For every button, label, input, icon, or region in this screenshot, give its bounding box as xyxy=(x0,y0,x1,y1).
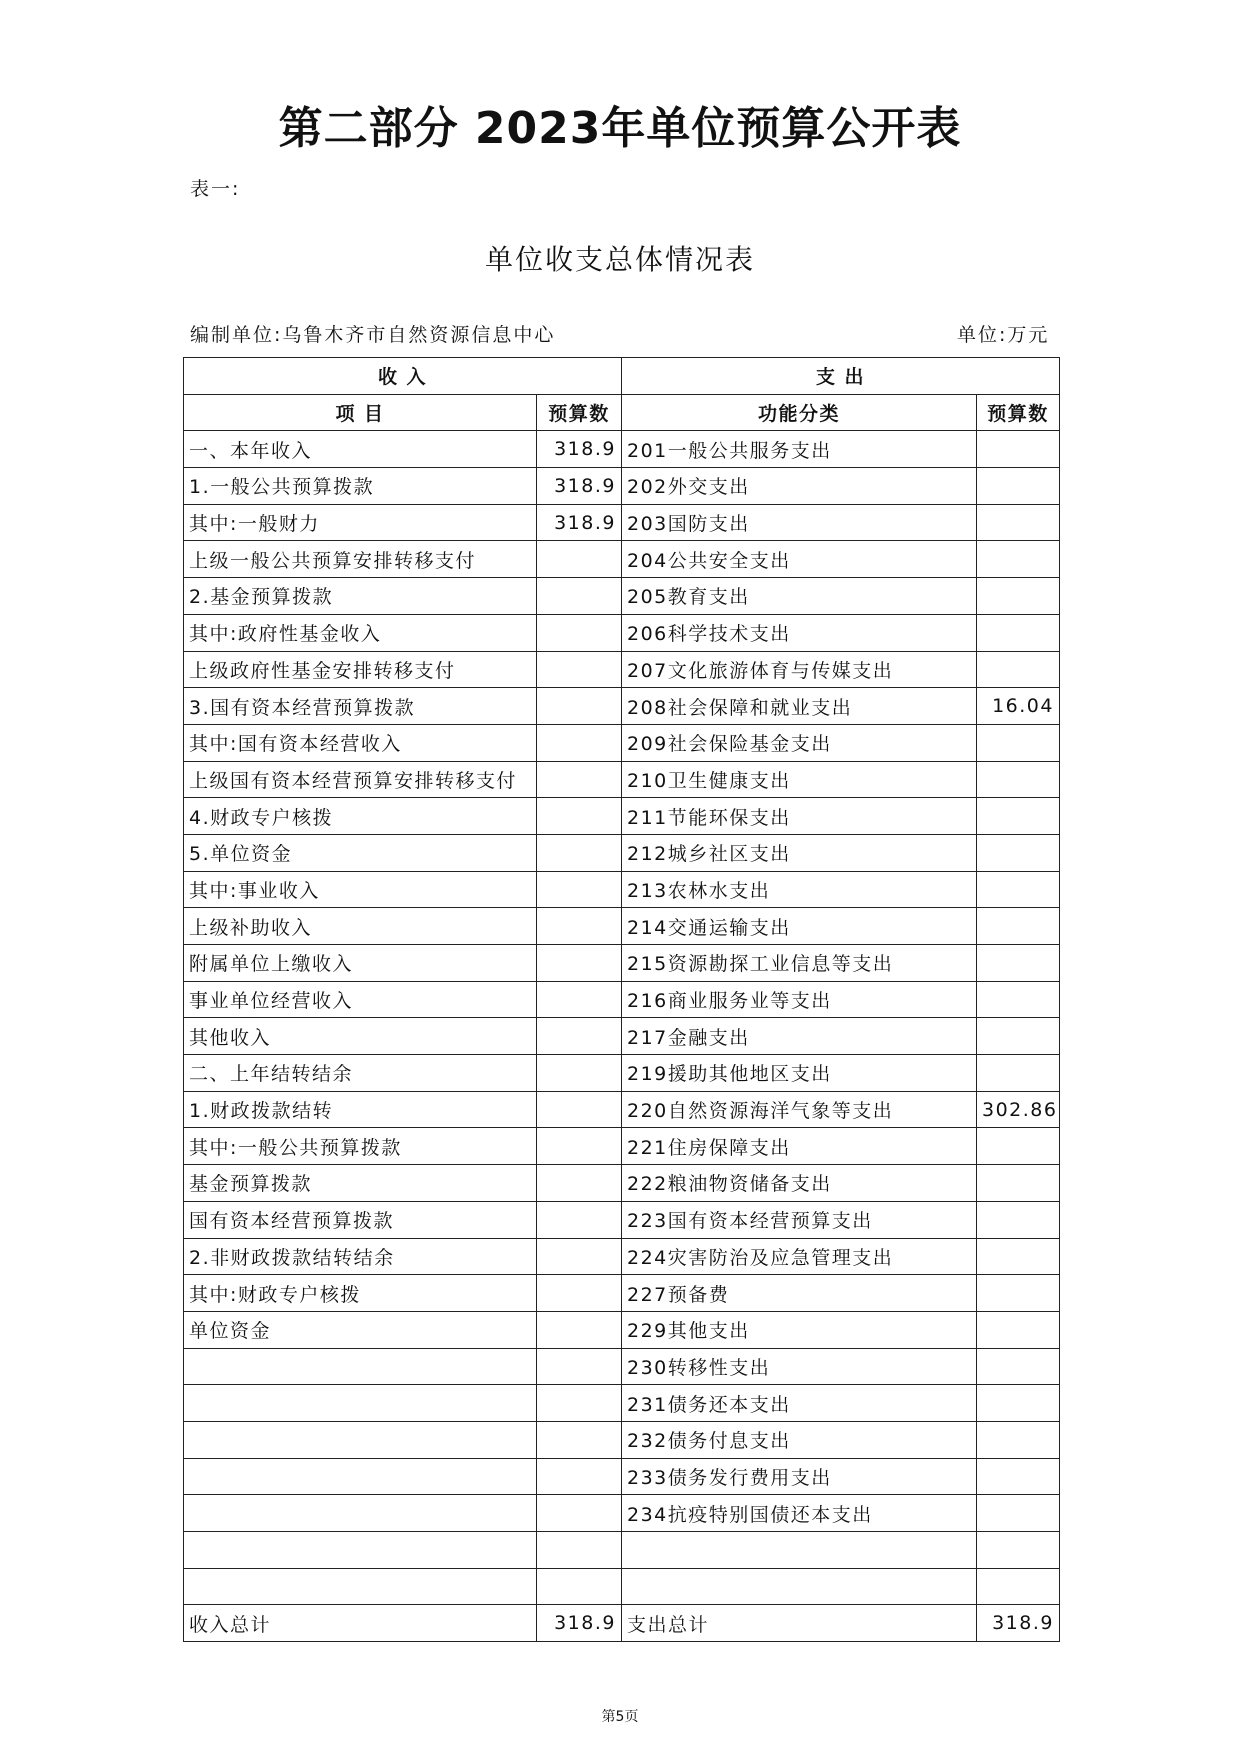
income-value-cell: 318.9 xyxy=(537,431,622,468)
income-item-cell: 其中:政府性基金收入 xyxy=(184,614,537,651)
income-item-cell: 上级一般公共预算安排转移支付 xyxy=(184,541,537,578)
table-row xyxy=(184,1495,1060,1532)
income-value-cell xyxy=(537,871,622,908)
expense-item-cell: 209社会保险基金支出 xyxy=(622,724,977,761)
table-row xyxy=(184,1201,1060,1238)
expense-item-cell: 208社会保障和就业支出 xyxy=(622,688,977,725)
expense-budget-column-header: 预算数 xyxy=(977,394,1060,431)
table-row xyxy=(184,945,1060,982)
expense-item-cell: 220自然资源海洋气象等支出 xyxy=(622,1091,977,1128)
table-row xyxy=(184,908,1060,945)
income-value-cell xyxy=(537,1348,622,1385)
income-value-cell xyxy=(537,1568,622,1605)
expense-item-cell: 215资源勘探工业信息等支出 xyxy=(622,945,977,982)
expense-total-label: 支出总计 xyxy=(622,1605,977,1642)
expense-value-cell xyxy=(977,761,1060,798)
expense-value-cell: 302.86 xyxy=(977,1091,1060,1128)
income-item-cell: 附属单位上缴收入 xyxy=(184,945,537,982)
income-value-cell: 318.9 xyxy=(537,468,622,505)
expense-value-cell xyxy=(977,1055,1060,1092)
expense-item-cell: 210卫生健康支出 xyxy=(622,761,977,798)
expense-value-cell xyxy=(977,1238,1060,1275)
income-item-cell: 其他收入 xyxy=(184,1018,537,1055)
income-value-cell xyxy=(537,1018,622,1055)
table-row xyxy=(184,1275,1060,1312)
table-row xyxy=(184,541,1060,578)
table-row xyxy=(184,1532,1060,1569)
income-item-cell: 4.财政专户核拨 xyxy=(184,798,537,835)
income-value-cell xyxy=(537,1385,622,1422)
expense-item-cell: 212城乡社区支出 xyxy=(622,834,977,871)
income-value-cell xyxy=(537,945,622,982)
expense-item-cell xyxy=(622,1532,977,1569)
expense-item-cell: 201一般公共服务支出 xyxy=(622,431,977,468)
income-item-cell: 其中:财政专户核拨 xyxy=(184,1275,537,1312)
income-value-cell xyxy=(537,1495,622,1532)
expense-value-cell xyxy=(977,431,1060,468)
table-row xyxy=(184,468,1060,505)
table-row xyxy=(184,1421,1060,1458)
expense-item-cell: 202外交支出 xyxy=(622,468,977,505)
income-value-cell xyxy=(537,1458,622,1495)
expense-item-cell: 213农林水支出 xyxy=(622,871,977,908)
table-row xyxy=(184,1091,1060,1128)
income-value-cell xyxy=(537,1275,622,1312)
income-item-cell: 基金预算拨款 xyxy=(184,1165,537,1202)
table-row xyxy=(184,1238,1060,1275)
page-number: 第5页 xyxy=(601,1709,639,1725)
income-item-cell xyxy=(184,1385,537,1422)
income-budget-column-header: 预算数 xyxy=(537,394,622,431)
expense-value-cell xyxy=(977,541,1060,578)
table-title: 单位收支总体情况表 xyxy=(484,243,755,276)
table-row xyxy=(184,504,1060,541)
income-value-cell xyxy=(537,1238,622,1275)
expense-value-cell xyxy=(977,871,1060,908)
table-row xyxy=(184,431,1060,468)
section-header-row xyxy=(184,358,1060,395)
expense-item-cell: 227预备费 xyxy=(622,1275,977,1312)
expense-value-cell xyxy=(977,1165,1060,1202)
income-value-cell xyxy=(537,1532,622,1569)
expense-value-cell xyxy=(977,1532,1060,1569)
function-column-header: 功能分类 xyxy=(622,394,977,431)
income-item-cell: 上级政府性基金安排转移支付 xyxy=(184,651,537,688)
table-row xyxy=(184,1055,1060,1092)
expense-value-cell xyxy=(977,504,1060,541)
expense-item-cell: 211节能环保支出 xyxy=(622,798,977,835)
table-row xyxy=(184,1568,1060,1605)
expense-item-cell: 207文化旅游体育与传媒支出 xyxy=(622,651,977,688)
income-item-cell: 其中:国有资本经营收入 xyxy=(184,724,537,761)
income-value-cell xyxy=(537,761,622,798)
income-value-cell xyxy=(537,1055,622,1092)
column-header-row xyxy=(184,394,1060,431)
expense-item-cell xyxy=(622,1568,977,1605)
income-item-cell: 上级补助收入 xyxy=(184,908,537,945)
expense-value-cell xyxy=(977,1385,1060,1422)
table-row xyxy=(184,1385,1060,1422)
income-value-cell xyxy=(537,1091,622,1128)
expense-value-cell xyxy=(977,1458,1060,1495)
expense-item-cell: 219援助其他地区支出 xyxy=(622,1055,977,1092)
income-section-header: 收 入 xyxy=(184,358,622,395)
expense-section-header: 支 出 xyxy=(622,358,1060,395)
expense-value-cell xyxy=(977,1128,1060,1165)
expense-value-cell xyxy=(977,1201,1060,1238)
income-item-cell: 2.非财政拨款结转结余 xyxy=(184,1238,537,1275)
income-value-cell xyxy=(537,651,622,688)
income-item-cell xyxy=(184,1348,537,1385)
table-row xyxy=(184,688,1060,725)
expense-item-cell: 232债务付息支出 xyxy=(622,1421,977,1458)
income-value-cell xyxy=(537,798,622,835)
income-value-cell xyxy=(537,1421,622,1458)
expense-value-cell xyxy=(977,1018,1060,1055)
currency-unit: 单位:万元 xyxy=(957,324,1050,346)
income-value-cell xyxy=(537,1128,622,1165)
income-item-cell: 1.一般公共预算拨款 xyxy=(184,468,537,505)
expense-item-cell: 224灾害防治及应急管理支出 xyxy=(622,1238,977,1275)
table-label: 表一: xyxy=(190,178,241,200)
income-item-cell xyxy=(184,1421,537,1458)
income-value-cell xyxy=(537,688,622,725)
expense-value-cell xyxy=(977,1311,1060,1348)
income-item-cell: 二、上年结转结余 xyxy=(184,1055,537,1092)
expense-item-cell: 229其他支出 xyxy=(622,1311,977,1348)
expense-item-cell: 230转移性支出 xyxy=(622,1348,977,1385)
total-row xyxy=(184,1605,1060,1642)
table-row xyxy=(184,578,1060,615)
income-item-cell: 其中:一般财力 xyxy=(184,504,537,541)
income-item-cell: 一、本年收入 xyxy=(184,431,537,468)
expense-value-cell xyxy=(977,614,1060,651)
income-value-cell xyxy=(537,908,622,945)
expense-item-cell: 204公共安全支出 xyxy=(622,541,977,578)
income-item-cell xyxy=(184,1458,537,1495)
expense-item-cell: 203国防支出 xyxy=(622,504,977,541)
table-row xyxy=(184,798,1060,835)
expense-value-cell xyxy=(977,724,1060,761)
income-item-cell: 国有资本经营预算拨款 xyxy=(184,1201,537,1238)
expense-item-cell: 233债务发行费用支出 xyxy=(622,1458,977,1495)
expense-value-cell xyxy=(977,908,1060,945)
income-item-cell: 3.国有资本经营预算拨款 xyxy=(184,688,537,725)
income-item-cell: 其中:一般公共预算拨款 xyxy=(184,1128,537,1165)
table-row xyxy=(184,1018,1060,1055)
income-item-cell: 2.基金预算拨款 xyxy=(184,578,537,615)
expense-value-cell: 16.04 xyxy=(977,688,1060,725)
expense-value-cell xyxy=(977,1348,1060,1385)
expense-item-cell: 216商业服务业等支出 xyxy=(622,981,977,1018)
table-row xyxy=(184,871,1060,908)
income-value-cell xyxy=(537,614,622,651)
expense-value-cell xyxy=(977,651,1060,688)
income-value-cell xyxy=(537,981,622,1018)
expense-value-cell xyxy=(977,945,1060,982)
expense-value-cell xyxy=(977,1568,1060,1605)
expense-item-cell: 214交通运输支出 xyxy=(622,908,977,945)
expense-value-cell xyxy=(977,1495,1060,1532)
table-row xyxy=(184,1311,1060,1348)
expense-value-cell xyxy=(977,798,1060,835)
expense-item-cell: 206科学技术支出 xyxy=(622,614,977,651)
expense-value-cell xyxy=(977,1275,1060,1312)
compiling-unit: 编制单位:乌鲁木齐市自然资源信息中心 xyxy=(190,324,556,346)
income-item-cell: 5.单位资金 xyxy=(184,834,537,871)
expense-value-cell xyxy=(977,981,1060,1018)
table-row xyxy=(184,1165,1060,1202)
income-value-cell xyxy=(537,1311,622,1348)
income-item-cell xyxy=(184,1495,537,1532)
table-row xyxy=(184,834,1060,871)
expense-item-cell: 223国有资本经营预算支出 xyxy=(622,1201,977,1238)
income-item-cell: 单位资金 xyxy=(184,1311,537,1348)
income-item-cell xyxy=(184,1532,537,1569)
expense-item-cell: 234抗疫特别国债还本支出 xyxy=(622,1495,977,1532)
income-item-cell xyxy=(184,1568,537,1605)
table-row xyxy=(184,1128,1060,1165)
item-column-header: 项 目 xyxy=(184,394,537,431)
expense-item-cell: 217金融支出 xyxy=(622,1018,977,1055)
expense-value-cell xyxy=(977,1421,1060,1458)
expense-value-cell xyxy=(977,578,1060,615)
expense-item-cell: 205教育支出 xyxy=(622,578,977,615)
income-item-cell: 其中:事业收入 xyxy=(184,871,537,908)
expense-value-cell xyxy=(977,834,1060,871)
income-value-cell xyxy=(537,1165,622,1202)
table-row xyxy=(184,651,1060,688)
income-value-cell xyxy=(537,541,622,578)
table-row xyxy=(184,1348,1060,1385)
table-row xyxy=(184,981,1060,1018)
income-value-cell xyxy=(537,578,622,615)
table-row xyxy=(184,724,1060,761)
income-total-value: 318.9 xyxy=(537,1605,622,1642)
income-value-cell xyxy=(537,834,622,871)
income-item-cell: 1.财政拨款结转 xyxy=(184,1091,537,1128)
expense-item-cell: 222粮油物资储备支出 xyxy=(622,1165,977,1202)
table-row xyxy=(184,761,1060,798)
income-total-label: 收入总计 xyxy=(184,1605,537,1642)
income-value-cell: 318.9 xyxy=(537,504,622,541)
table-row xyxy=(184,614,1060,651)
income-value-cell xyxy=(537,1201,622,1238)
budget-table xyxy=(183,357,1060,1642)
expense-item-cell: 231债务还本支出 xyxy=(622,1385,977,1422)
expense-total-value: 318.9 xyxy=(977,1605,1060,1642)
income-value-cell xyxy=(537,724,622,761)
income-item-cell: 上级国有资本经营预算安排转移支付 xyxy=(184,761,537,798)
page-title: 第二部分 2023年单位预算公开表 xyxy=(278,103,962,154)
expense-item-cell: 221住房保障支出 xyxy=(622,1128,977,1165)
income-item-cell: 事业单位经营收入 xyxy=(184,981,537,1018)
table-row xyxy=(184,1458,1060,1495)
expense-value-cell xyxy=(977,468,1060,505)
